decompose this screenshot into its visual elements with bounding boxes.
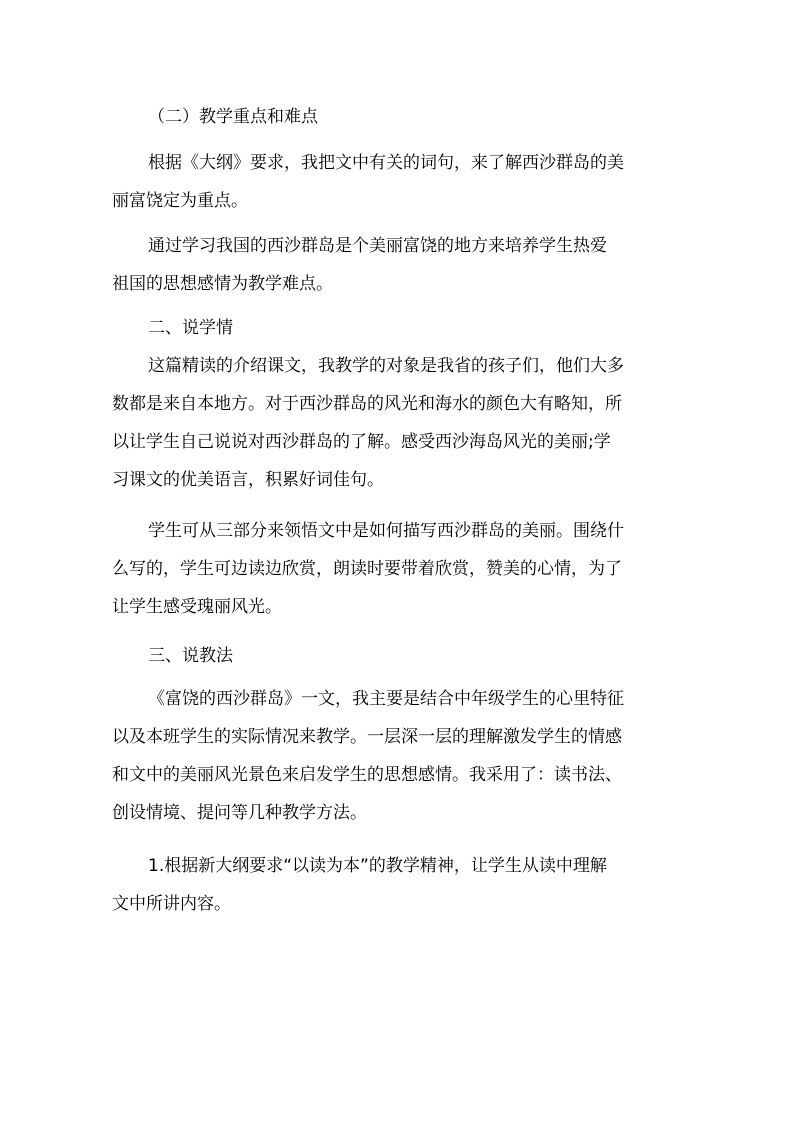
text-line: 文中所讲内容。 xyxy=(112,894,231,914)
section-heading-methods xyxy=(112,637,690,675)
paragraph-method-1 xyxy=(112,847,690,923)
text-line: 二、说学情 xyxy=(148,318,233,338)
text-line: 通过学习我国的西沙群岛是个美丽富饶的地方来培养学生热爱 xyxy=(148,236,607,256)
paragraph-key-point xyxy=(112,144,690,220)
paragraph-students-2 xyxy=(112,512,690,626)
text-line: 祖国的思想感情为教学难点。 xyxy=(112,274,333,294)
text-line: 让学生感受瑰丽风光。 xyxy=(112,597,282,617)
text-line: 习课文的优美语言，积累好词佳句。 xyxy=(112,470,384,490)
text-line: 三、说教法 xyxy=(148,646,233,666)
paragraph-students-1 xyxy=(112,347,690,499)
text-line: （二）教学重点和难点 xyxy=(148,107,318,127)
text-line: 么写的，学生可边读边欣赏，朗读时要带着欣赏，赞美的心情，为了 xyxy=(112,559,622,579)
text-line: 根据《大纲》要求，我把文中有关的词句，来了解西沙群岛的美 xyxy=(148,153,624,173)
text-line: 这篇精读的介绍课文，我教学的对象是我省的孩子们，他们大多 xyxy=(148,356,624,376)
paragraph-difficulty xyxy=(112,227,690,303)
text-line: 学生可从三部分来领悟文中是如何描写西沙群岛的美丽。围绕什 xyxy=(148,521,624,541)
text-line: 数都是来自本地方。对于西沙群岛的风光和海水的颜色大有略知，所 xyxy=(112,394,622,414)
text-line: 以让学生自己说说对西沙群岛的了解。感受西沙海岛风光的美丽;学 xyxy=(112,432,611,452)
text-line: 创设情境、提问等几种教学方法。 xyxy=(112,803,367,823)
text-line: 丽富饶定为重点。 xyxy=(112,191,248,211)
text-line: 1.根据新大纲要求“以读为本”的教学精神，让学生从读中理解 xyxy=(148,856,607,876)
text-line: 《富饶的西沙群岛》一文，我主要是结合中年级学生的心里特征 xyxy=(148,689,624,709)
section-heading-teaching-focus xyxy=(112,98,690,136)
paragraph-methods xyxy=(112,680,690,832)
text-line: 以及本班学生的实际情况来教学。一层深一层的理解激发学生的情感 xyxy=(112,727,622,747)
text-line: 和文中的美丽风光景色来启发学生的思想感情。我采用了：读书法、 xyxy=(112,765,622,785)
section-heading-students xyxy=(112,309,690,347)
